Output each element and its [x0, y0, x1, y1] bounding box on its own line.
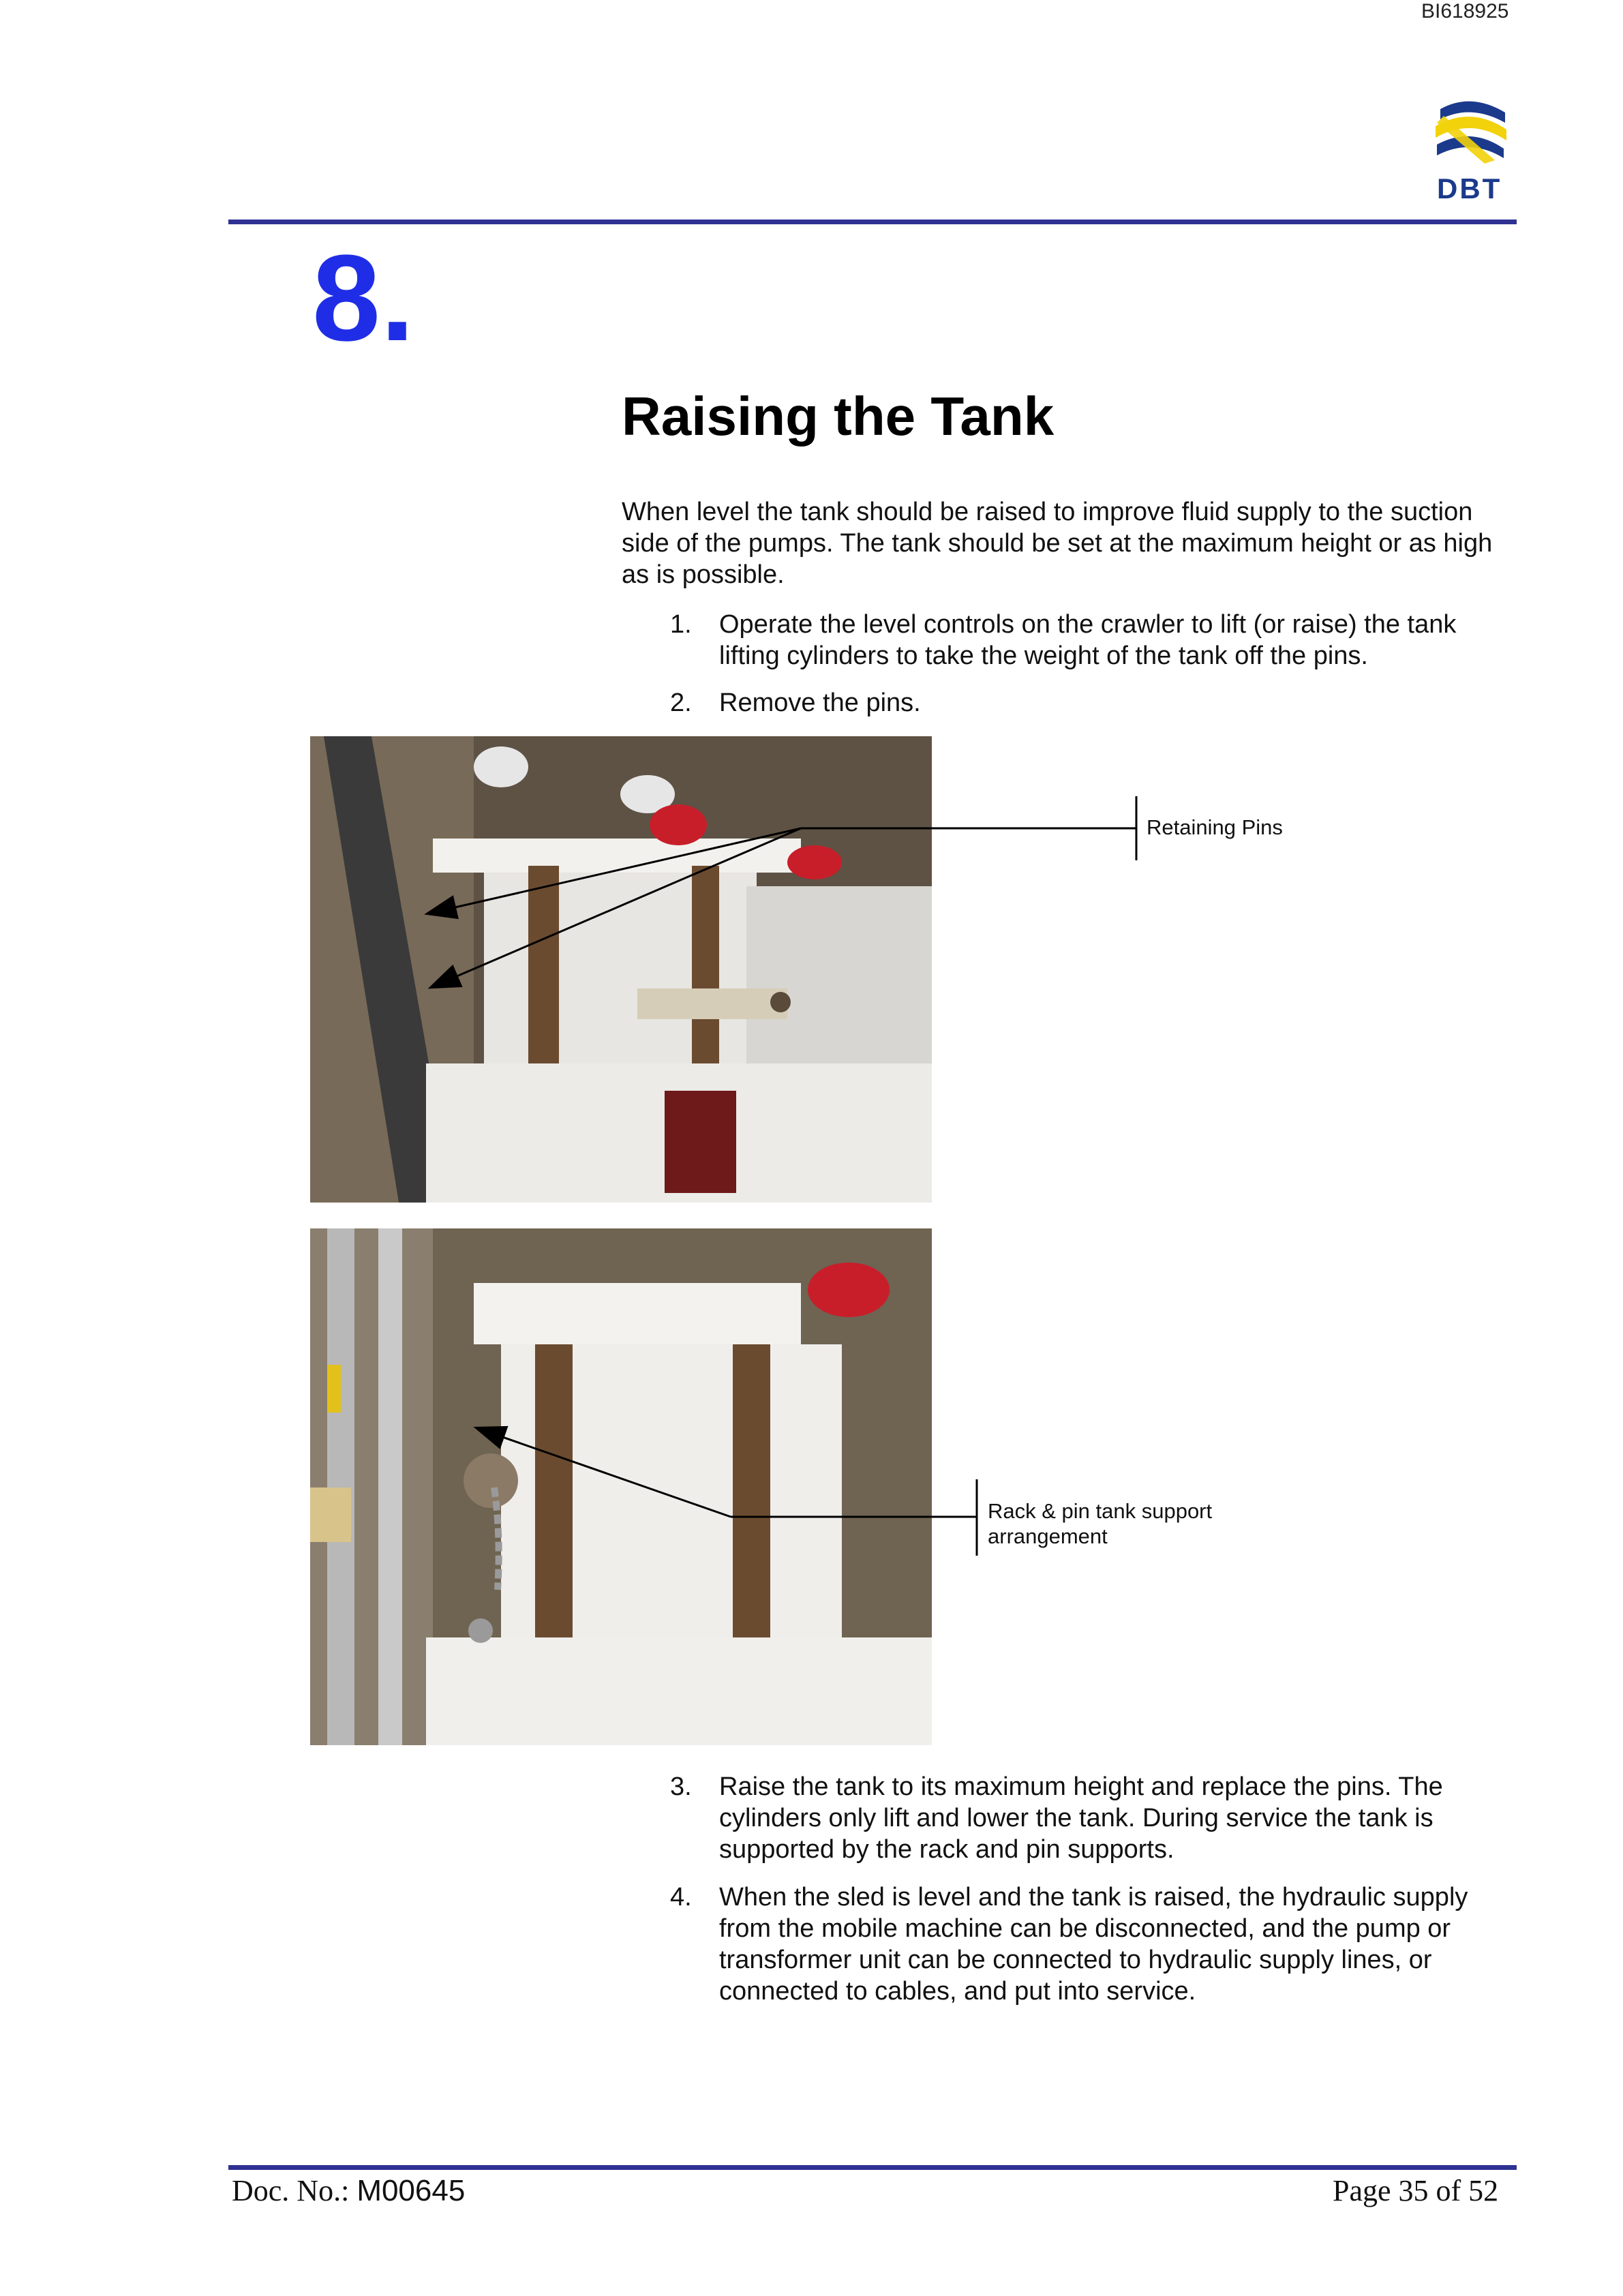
- footer-rule: [228, 2165, 1517, 2170]
- step-text: Operate the level controls on the crawler to lift (or raise) the tank lifting cylinders to take the weight of the tank off the pins.: [719, 610, 1457, 670]
- dbt-logo: [1430, 95, 1512, 211]
- intro-paragraph: When level the tank should be raised to improve fluid supply to the suction side of the pumps. The tank should be set at the maximum height or as high as is possible.: [622, 498, 1493, 589]
- step-3: [670, 1771, 1522, 1867]
- chapter-number: 8.: [312, 230, 415, 367]
- document-code: BI618925: [1421, 0, 1509, 22]
- step-text: Remove the pins.: [719, 689, 921, 717]
- doc-number-value: M00645: [357, 2174, 466, 2207]
- footer-doc-number: [232, 2173, 465, 2208]
- header-rule: [228, 220, 1517, 224]
- photo-rack-and-pin-support: [310, 1228, 932, 1745]
- step-2: [670, 687, 1522, 721]
- callout-retaining-pins: Retaining Pins: [1147, 815, 1283, 839]
- dbt-logo-mark: [1430, 95, 1512, 170]
- logo-text: DBT: [1437, 172, 1502, 205]
- photo-retaining-pins: [310, 736, 932, 1203]
- doc-number-label: Doc. No.:: [232, 2174, 357, 2207]
- step-number: 2.: [670, 689, 692, 717]
- callout-rack-pin-support: Rack & pin tank support arrangement: [988, 1499, 1213, 1548]
- step-number: 3.: [670, 1772, 692, 1801]
- step-4: [670, 1882, 1522, 2011]
- page-title: Raising the Tank: [622, 386, 1055, 447]
- step-1: [670, 609, 1522, 677]
- step-number: 4.: [670, 1883, 692, 1912]
- step-text: Raise the tank to its maximum height and replace the pins. The cylinders only lift and lower the tank. During service the tank is supported by the rack and pin supports.: [719, 1772, 1443, 1864]
- step-number: 1.: [670, 610, 692, 639]
- step-text: When the sled is level and the tank is raised, the hydraulic supply from the mobile machine can be disconnected, and the pump or transformer unit can be connected to hydraulic supply lines, or connected to cables, and put into service.: [719, 1883, 1468, 2006]
- footer-page-number: Page 35 of 52: [1333, 2174, 1499, 2207]
